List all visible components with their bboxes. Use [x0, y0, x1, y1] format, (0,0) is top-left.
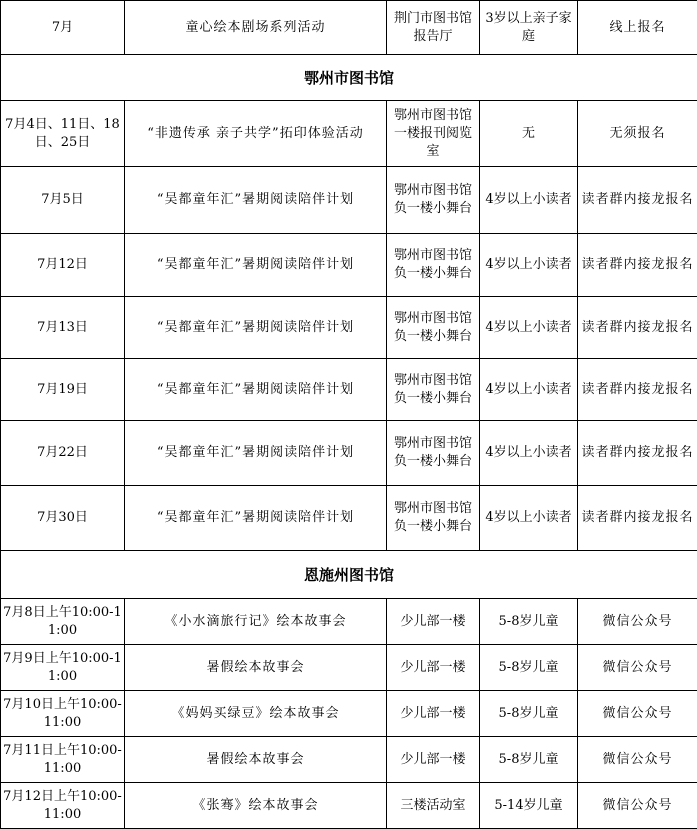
location-cell: 鄂州市图书馆负一楼小舞台 — [387, 359, 480, 421]
section-title: 鄂州市图书馆 — [1, 55, 697, 101]
audience-cell: 4岁以上小读者 — [480, 234, 578, 297]
signup-cell: 微信公众号 — [578, 691, 697, 737]
audience-cell: 5-8岁儿童 — [480, 599, 578, 645]
audience-cell: 无 — [480, 101, 578, 167]
activity-cell: “非遗传承 亲子共学”拓印体验活动 — [125, 101, 387, 167]
signup-cell: 微信公众号 — [578, 783, 697, 829]
table-row — [1, 691, 697, 737]
date-cell: 7月5日 — [1, 167, 125, 234]
signup-cell: 读者群内接龙报名 — [578, 486, 697, 551]
date-cell: 7月11日上午10:00-11:00 — [1, 737, 125, 783]
date-cell: 7月 — [1, 1, 125, 55]
date-cell: 7月13日 — [1, 297, 125, 359]
table-row — [1, 783, 697, 829]
activity-cell: 《妈妈买绿豆》绘本故事会 — [125, 691, 387, 737]
date-cell: 7月22日 — [1, 421, 125, 486]
table-row — [1, 645, 697, 691]
location-cell: 鄂州市图书馆负一楼小舞台 — [387, 297, 480, 359]
audience-cell: 5-8岁儿童 — [480, 645, 578, 691]
location-cell: 三楼活动室 — [387, 783, 480, 829]
activity-cell: 暑假绘本故事会 — [125, 737, 387, 783]
audience-cell: 4岁以上小读者 — [480, 297, 578, 359]
date-cell: 7月9日上午10:00-11:00 — [1, 645, 125, 691]
location-cell: 少儿部一楼 — [387, 691, 480, 737]
table-row — [1, 737, 697, 783]
audience-cell: 4岁以上小读者 — [480, 167, 578, 234]
date-cell: 7月10日上午10:00-11:00 — [1, 691, 125, 737]
table-row — [1, 234, 697, 297]
activity-cell: “吴都童年汇”暑期阅读陪伴计划 — [125, 297, 387, 359]
audience-cell: 4岁以上小读者 — [480, 359, 578, 421]
signup-cell: 读者群内接龙报名 — [578, 297, 697, 359]
signup-cell: 读者群内接龙报名 — [578, 359, 697, 421]
table-row — [1, 599, 697, 645]
location-cell: 鄂州市图书馆负一楼小舞台 — [387, 421, 480, 486]
activity-cell: “吴都童年汇”暑期阅读陪伴计划 — [125, 234, 387, 297]
table-row — [1, 359, 697, 421]
activity-cell: 暑假绘本故事会 — [125, 645, 387, 691]
activity-cell: “吴都童年汇”暑期阅读陪伴计划 — [125, 167, 387, 234]
date-cell: 7月8日上午10:00-11:00 — [1, 599, 125, 645]
date-cell: 7月19日 — [1, 359, 125, 421]
table-row — [1, 297, 697, 359]
location-cell: 少儿部一楼 — [387, 737, 480, 783]
signup-cell: 读者群内接龙报名 — [578, 167, 697, 234]
signup-cell: 读者群内接龙报名 — [578, 234, 697, 297]
activity-cell: “吴都童年汇”暑期阅读陪伴计划 — [125, 421, 387, 486]
audience-cell: 4岁以上小读者 — [480, 486, 578, 551]
audience-cell: 4岁以上小读者 — [480, 421, 578, 486]
date-cell: 7月4日、11日、18日、25日 — [1, 101, 125, 167]
section-header-row — [1, 55, 697, 101]
activity-cell: 《张骞》绘本故事会 — [125, 783, 387, 829]
location-cell: 鄂州市图书馆一楼报刊阅览室 — [387, 101, 480, 167]
signup-cell: 无须报名 — [578, 101, 697, 167]
audience-cell: 5-8岁儿童 — [480, 691, 578, 737]
location-cell: 鄂州市图书馆负一楼小舞台 — [387, 234, 480, 297]
activity-cell: 童心绘本剧场系列活动 — [125, 1, 387, 55]
activity-cell: “吴都童年汇”暑期阅读陪伴计划 — [125, 486, 387, 551]
signup-cell: 微信公众号 — [578, 599, 697, 645]
date-cell: 7月12日上午10:00-11:00 — [1, 783, 125, 829]
audience-cell: 5-8岁儿童 — [480, 737, 578, 783]
activity-cell: 《小水滴旅行记》绘本故事会 — [125, 599, 387, 645]
audience-cell: 5-14岁儿童 — [480, 783, 578, 829]
date-cell: 7月30日 — [1, 486, 125, 551]
audience-cell: 3岁以上亲子家庭 — [480, 1, 578, 55]
location-cell: 荆门市图书馆报告厅 — [387, 1, 480, 55]
activity-cell: “吴都童年汇”暑期阅读陪伴计划 — [125, 359, 387, 421]
section-header-row — [1, 551, 697, 599]
location-cell: 鄂州市图书馆负一楼小舞台 — [387, 167, 480, 234]
table-row — [1, 486, 697, 551]
section-title: 恩施州图书馆 — [1, 551, 697, 599]
signup-cell: 微信公众号 — [578, 645, 697, 691]
table-row — [1, 167, 697, 234]
signup-cell: 读者群内接龙报名 — [578, 421, 697, 486]
table-row — [1, 421, 697, 486]
date-cell: 7月12日 — [1, 234, 125, 297]
signup-cell: 线上报名 — [578, 1, 697, 55]
table-row — [1, 101, 697, 167]
location-cell: 少儿部一楼 — [387, 599, 480, 645]
location-cell: 少儿部一楼 — [387, 645, 480, 691]
location-cell: 鄂州市图书馆负一楼小舞台 — [387, 486, 480, 551]
table-row — [1, 1, 697, 55]
signup-cell: 微信公众号 — [578, 737, 697, 783]
